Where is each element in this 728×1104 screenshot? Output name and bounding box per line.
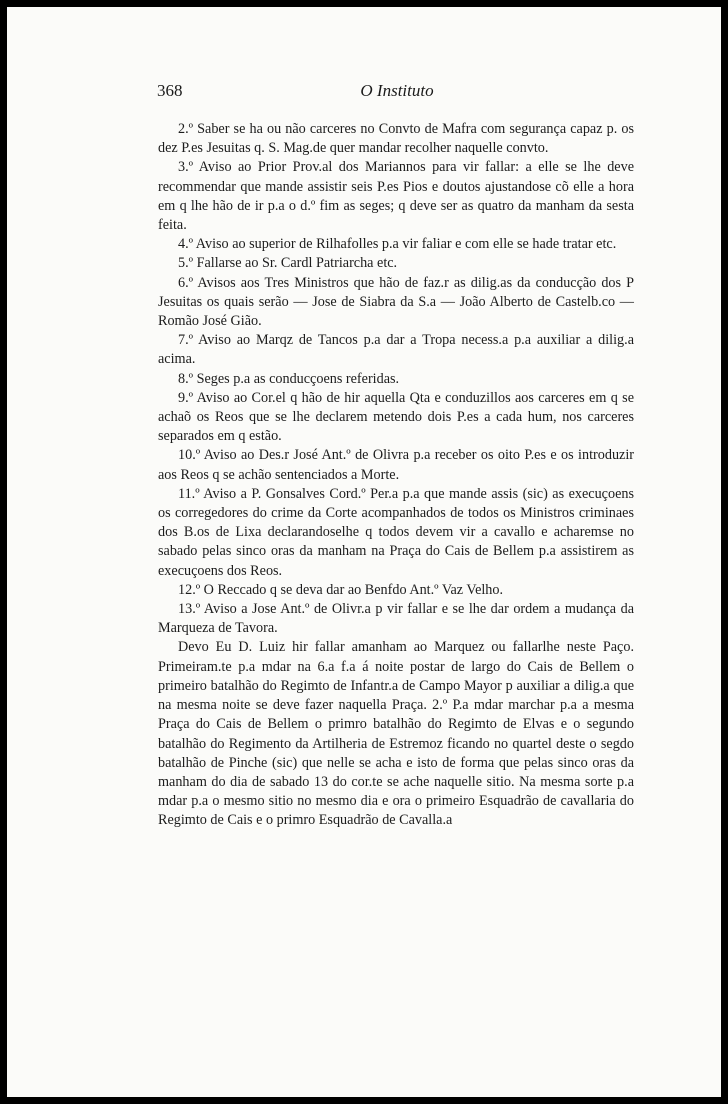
paragraph: 7.º Aviso ao Marqz de Tancos p.a dar a Tropa necess.a p.a auxiliar a dilig.a acima.	[158, 332, 634, 368]
running-title: O Instituto	[360, 81, 434, 100]
paragraph: 4.º Aviso ao superior de Rilhafolles p.a vir faliar e com elle se hade tratar etc.	[178, 236, 617, 253]
paragraph: 5.º Fallarse ao Sr. Cardl Patriarcha etc.	[178, 255, 398, 272]
page-number: 368	[157, 81, 183, 100]
document-page	[7, 7, 721, 1097]
paragraph: 11.º Aviso a P. Gonsalves Cord.º Per.a p.a que mande assis (sic) as execuçoens os corregedores do crime da Corte acompanhados de todos os Ministros criminaes dos B.os de Lixa declarandoselhe q todos devem vir a cavallo e acharemse no sabado pelas sinco oras da manham na Praça do Cais de Bellem p.a assistirem as execuçoens dos Reos.	[158, 485, 634, 579]
paragraph: 6.º Avisos aos Tres Ministros que hão de faz.r as dilig.as da conducção dos P Jesuitas os quais serão — Jose de Siabra da S.a — João Alberto de Castelb.co — Romão José Gião.	[158, 274, 634, 330]
paragraph: 13.º Aviso a Jose Ant.º de Olivr.a p vir fallar e se lhe dar ordem a mudança da Marqueza de Tavora.	[158, 601, 634, 637]
paragraph: 9.º Aviso ao Cor.el q hão de hir aquella Qta e conduzillos aos carceres em q se achaõ os Reos que se lhe declarem metendo dois P.es a cada hum, nos carceres separados em q estão.	[158, 389, 634, 445]
paragraph: 2.º Saber se ha ou não carceres no Convto de Mafra com segurança capaz p. os dez P.es Jesuitas q. S. Mag.de quer mandar recolher naquelle convto.	[158, 121, 634, 157]
paragraph: 12.º O Reccado q se deva dar ao Benfdo Ant.º Vaz Velho.	[178, 581, 504, 598]
paragraph: 3.º Aviso ao Prior Prov.al dos Mariannos para vir fallar: a elle se lhe deve recommendar que mande assistir seis P.es Pios e doutos ajustandose cõ elle a hora em q lhe hão de ir p.a o d.º fim as seges; q deve ser as quatro da manham da sesta feita.	[158, 159, 634, 234]
body-text	[158, 120, 634, 831]
paragraph: 10.º Aviso ao Des.r José Ant.º de Olivra p.a receber os oito P.es e os introduzir aos Reos q se achão sentenciados a Morte.	[158, 447, 634, 483]
paragraph: Devo Eu D. Luiz hir fallar amanham ao Marquez ou fallarlhe neste Paço. Primeiram.te p.a mdar na 6.a f.a á noite postar de largo do Cais de Bellem o primeiro batalhão do Regimto de Infantr.a de Campo Mayor p auxiliar a dilig.a que na mesma noite se deve fazer naquella Praça. 2.º P.a mdar marchar p.a a mesma Praça do Cais de Bellem o primro batalhão do Regimto de Elvas e o segundo batalhão do Regimento da Artilheria de Estremoz ficando no quartel deste o segdo batalhão de Pinche (sic) que nelle se acha e isto de forma que pelas sinco oras da manham do dia de sabado 13 do cor.te se ache naquelle sitio. Na mesma sorte p.a mdar p.a o mesmo sitio no mesmo dia e ora o primeiro Esquadrão de cavallaria do Regimto de Cais e o primro Esquadrão de Cavalla.a	[158, 639, 634, 829]
page-header	[157, 81, 637, 105]
paragraph: 8.º Seges p.a as conducçoens referidas.	[178, 370, 400, 387]
